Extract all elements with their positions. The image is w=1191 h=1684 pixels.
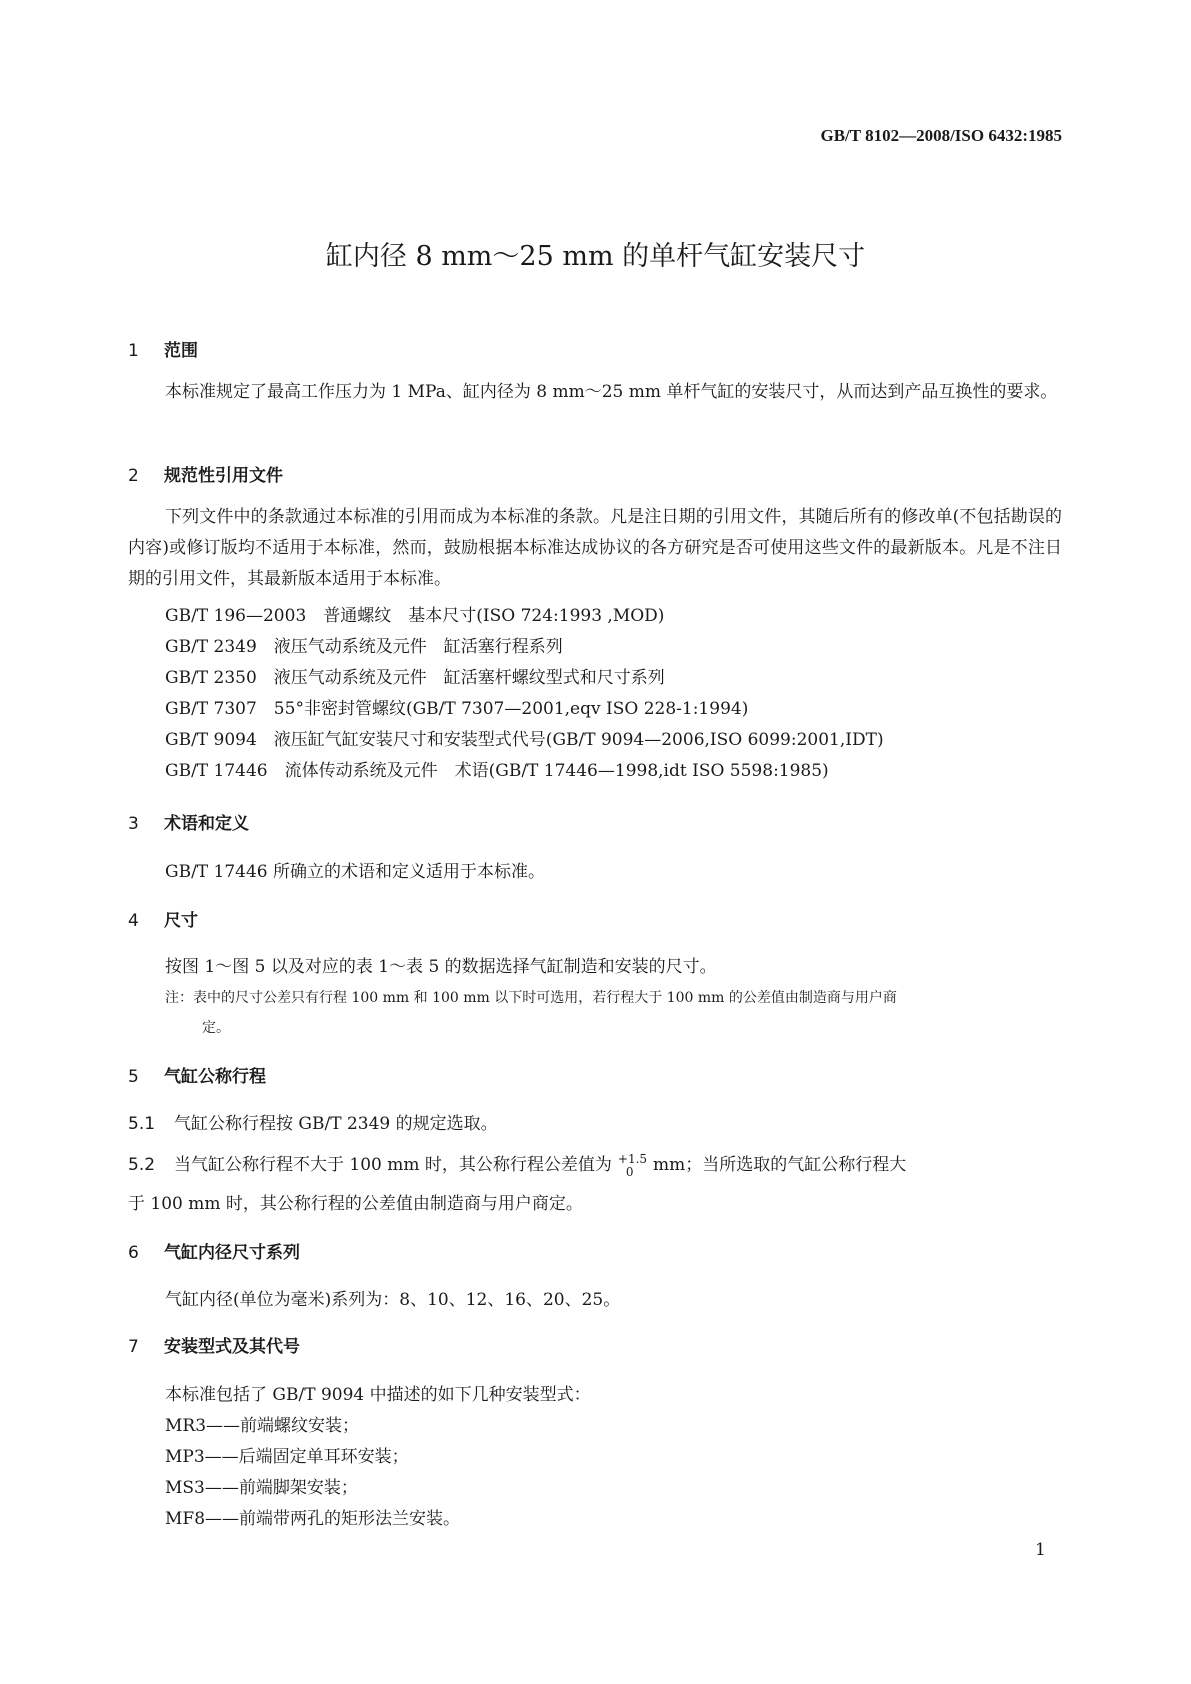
section-1-heading: 1 范围 [128, 341, 198, 361]
mounting-type-item: MP3——后端固定单耳环安装； [165, 1447, 409, 1467]
clause-5-2-continued: 于 100 mm 时，其公称行程的公差值由制造商与用户商定。 [128, 1194, 583, 1214]
section-4-note: 注：表中的尺寸公差只有行程 100 mm 和 100 mm 以下时可选用，若行程大于 100 mm 的公差值由制造商与用户商 定。 [165, 990, 897, 1036]
standard-number-header: GB/T 8102—2008/ISO 6432:1985 [820, 126, 1062, 145]
section-2-heading: 2 规范性引用文件 [128, 466, 283, 486]
reference-item: GB/T 7307 55°非密封管螺纹(GB/T 7307—2001,eqv ISO 228-1:1994) [165, 699, 749, 719]
section-6-paragraph: 气缸内径(单位为毫米)系列为：8、10、12、16、20、25。 [165, 1290, 621, 1310]
section-7-heading: 7 安装型式及其代号 [128, 1337, 300, 1357]
reference-item: GB/T 9094 液压缸气缸安装尺寸和安装型式代号(GB/T 9094—2006,ISO 6099:2001,IDT) [165, 730, 884, 750]
clause-5-1: 5.1 气缸公称行程按 GB/T 2349 的规定选取。 [128, 1114, 498, 1134]
reference-item: GB/T 2350 液压气动系统及元件 缸活塞杆螺纹型式和尺寸系列 [165, 668, 665, 688]
section-3-heading: 3 术语和定义 [128, 814, 249, 834]
section-1-paragraph: 本标准规定了最高工作压力为 1 MPa、缸内径为 8 mm～25 mm 单杆气缸的安装尺寸，从而达到产品互换性的要求。 [165, 382, 1058, 402]
mounting-type-item: MS3——前端脚架安装； [165, 1478, 358, 1498]
mounting-type-item: MR3——前端螺纹安装； [165, 1416, 360, 1436]
section-5-heading: 5 气缸公称行程 [128, 1067, 266, 1087]
mounting-type-item: MF8——前端带两孔的矩形法兰安装。 [165, 1509, 461, 1529]
reference-item: GB/T 196—2003 普通螺纹 基本尺寸(ISO 724:1993 ,MOD) [165, 606, 665, 626]
section-7-intro: 本标准包括了 GB/T 9094 中描述的如下几种安装型式： [165, 1385, 591, 1405]
page-number: 1 [1035, 1540, 1046, 1560]
section-3-paragraph: GB/T 17446 所确立的术语和定义适用于本标准。 [165, 862, 546, 882]
section-4-heading: 4 尺寸 [128, 911, 198, 931]
reference-item: GB/T 17446 流体传动系统及元件 术语(GB/T 17446—1998,idt ISO 5598:1985) [165, 761, 829, 781]
document-title: 缸内径 8 mm～25 mm 的单杆气缸安装尺寸 [325, 241, 866, 272]
section-2-paragraph: 下列文件中的条款通过本标准的引用而成为本标准的条款。凡是注日期的引用文件，其随后所有的修改单(不包括勘误的内容)或修订版均不适用于本标准，然而，鼓励根据本标准达成协议的各方研究是否可使用这些文件的最新版本。凡是不注日期的引用文件，其最新版本适用于本标准。 [128, 507, 1062, 589]
reference-item: GB/T 2349 液压气动系统及元件 缸活塞行程系列 [165, 637, 563, 657]
tolerance-value: +1.5 0 [617, 1151, 648, 1179]
section-6-heading: 6 气缸内径尺寸系列 [128, 1243, 300, 1263]
section-4-paragraph: 按图 1～图 5 以及对应的表 1～表 5 的数据选择气缸制造和安装的尺寸。 [165, 957, 717, 977]
clause-5-2: 5.2 当气缸公称行程不大于 100 mm 时，其公称行程公差值为 +1.5 0 mm；当所选取的气缸公称行程大 [128, 1151, 907, 1179]
